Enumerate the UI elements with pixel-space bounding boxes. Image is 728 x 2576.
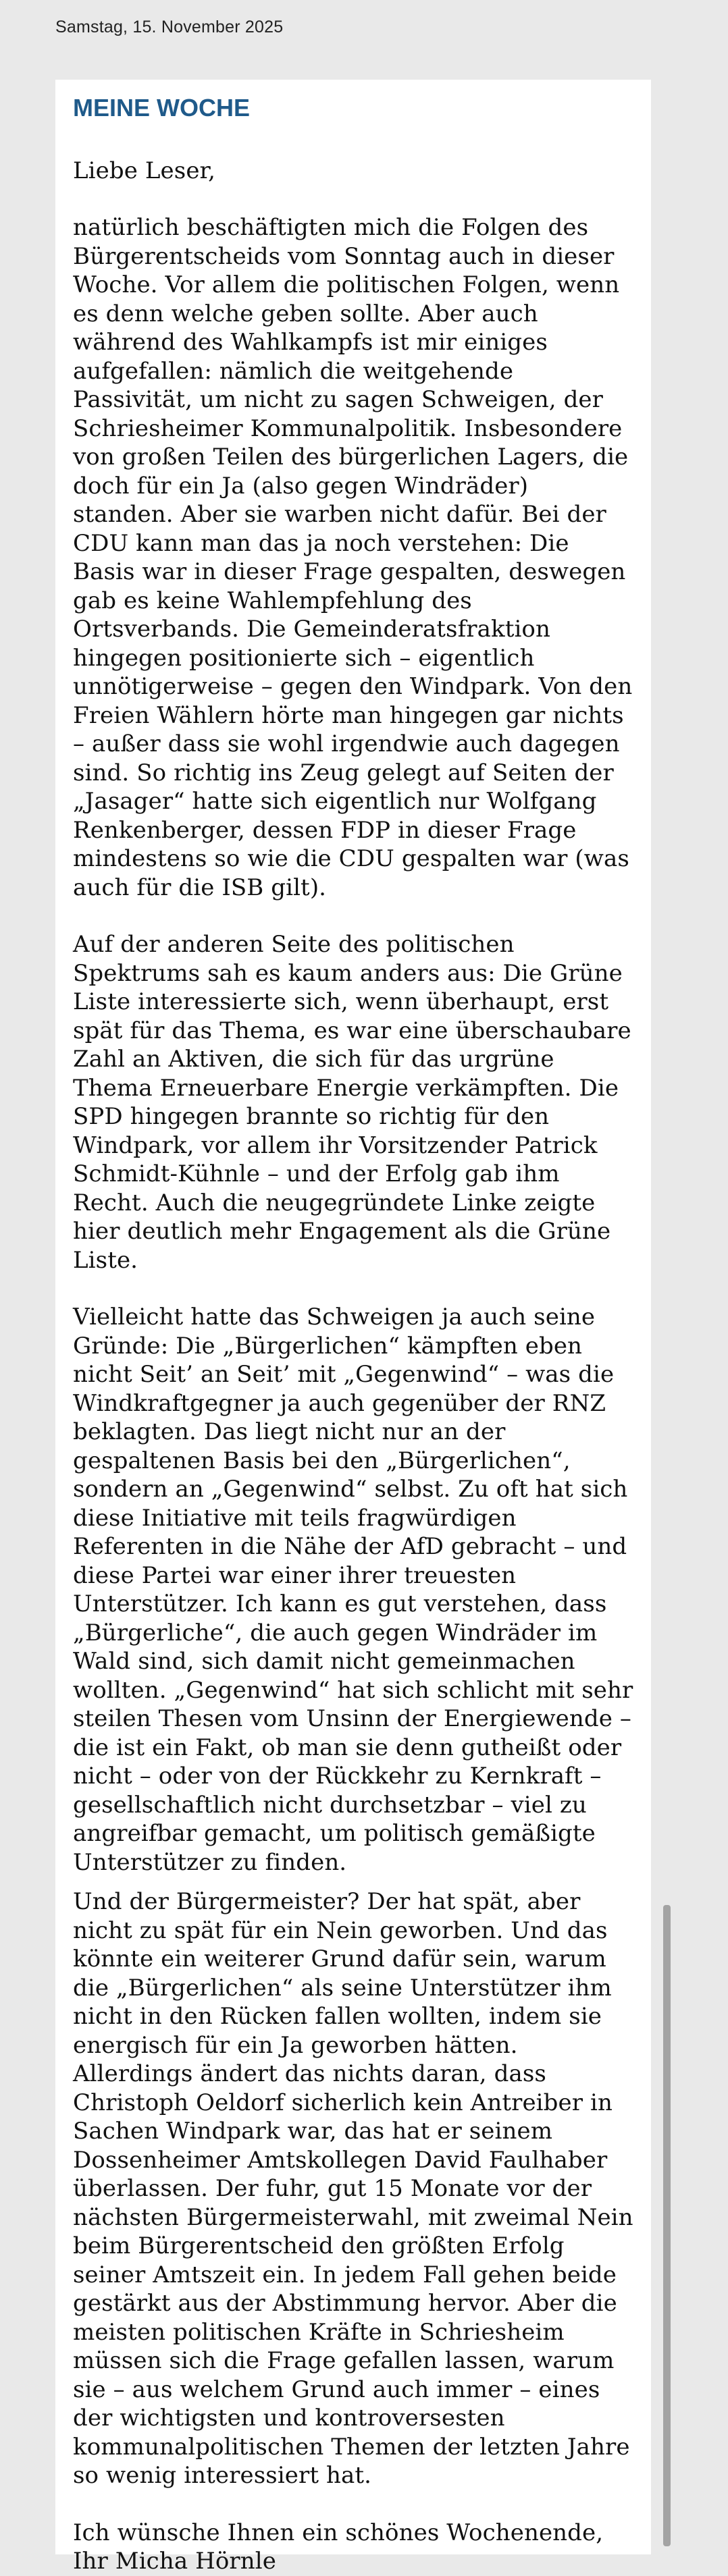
article-body bbox=[73, 157, 633, 2576]
scrollbar-thumb[interactable] bbox=[663, 1905, 671, 2546]
article-paragraph: Vielleicht hatte das Schweigen ja auch seine Gründe: Die „Bürgerlichen“ kämpften eben nicht Seit’ an Seit’ mit „Gegenwind“ – was die Windkraftgegner ja auch gegenüber der RNZ beklagten. Das liegt nicht nur an der gespaltenen Basis bei den „Bürgerlichen“, sondern an „Gegenwind“ selbst. Zu oft hat sich diese Initiative mit teils fragwürdigen Referenten in die Nähe der AfD gebracht – und diese Partei war einer ihrer treuesten Unterstützer. Ich kann es gut verstehen, dass „Bürgerliche“, die auch gegen Windräder im Wald sind, sich damit nicht gemeinmachen wollten. „Gegenwind“ hat sich schlicht mit sehr steilen Thesen vom Unsinn der Energiewende – die ist ein Fakt, ob man sie denn gutheißt oder nicht – oder von der Rückkehr zu Kernkraft – gesellschaftlich nicht durchsetzbar – viel zu angreifbar gemacht, um politisch gemäßigte Unterstützer zu finden. bbox=[73, 1304, 633, 1876]
salutation: Liebe Leser, bbox=[73, 157, 216, 184]
article-card bbox=[55, 80, 651, 2575]
article-paragraph: natürlich beschäftigten mich die Folgen des Bürgerentscheids vom Sonntag auch in dieser Woche. Vor allem die politischen Folgen, wenn es denn welche geben sollte. Aber auch während des Wahlkampfs ist mir einiges aufgefallen: nämlich die weitgehende Passivität, um nicht zu sagen Schweigen, der Schriesheimer Kommunalpolitik. Insbesondere von großen Teilen des bürgerlichen Lagers, die doch für ein Ja (also gegen Windräder) standen. Aber sie warben nicht dafür. Bei der CDU kann man das ja noch verstehen: Die Basis war in dieser Frage gespalten, deswegen gab es keine Wahlempfehlung des Ortsverbands. Die Gemeinderatsfraktion hingegen positionierte sich – eigentlich unnötigerweise – gegen den Windpark. Von den Freien Wählern hörte man hingegen gar nichts – außer dass sie wohl irgendwie auch dagegen sind. So richtig ins Zeug gelegt auf Seiten der „Jasager“ hatte sich eigentlich nur Wolfgang Renkenberger, dessen FDP in dieser Frage mindestens so wie die CDU gespalten war (was auch für die ISB gilt). bbox=[73, 214, 633, 901]
article-paragraph: Auf der anderen Seite des politischen Spektrums sah es kaum anders aus: Die Grüne Liste interessierte sich, wenn überhaupt, erst spät für das Thema, es war eine überschaubare Zahl an Aktiven, die sich für das urgrüne Thema Erneuerbare Energie verkämpften. Die SPD hingegen brannte so richtig für den Windpark, vor allem ihr Vorsitzender Patrick Schmidt-Kühnle – und der Erfolg gab ihm Recht. Auch die neugegründete Linke zeigte hier deutlich mehr Engagement als die Grüne Liste. bbox=[73, 931, 631, 1274]
article-paragraph: Und der Bürgermeister? Der hat spät, aber nicht zu spät für ein Nein geworben. Und das könnte ein weiterer Grund dafür sein, warum die „Bürgerlichen“ als seine Unterstützer ihm nicht in den Rücken fallen wollten, indem sie energisch für ein Ja geworben hätten. Allerdings ändert das nichts daran, dass Christoph Oeldorf sicherlich kein Antreiber in Sachen Windpark war, das hat er seinem Dossenheimer Amtskollegen David Faulhaber überlassen. Der fuhr, gut 15 Monate vor der nächsten Bürgermeisterwahl, mit zweimal Nein beim Bürgerentscheid den größten Erfolg seiner Amtszeit ein. In jedem Fall gehen beide gestärkt aus der Abstimmung hervor. Aber die meisten politischen Kräfte in Schriesheim müssen sich die Frage gefallen lassen, warum sie – aus welchem Grund auch immer – eines der wichtigsten und kontroversesten kommunalpolitischen Themen der letzten Jahre so wenig interessiert hat. bbox=[73, 1888, 633, 2490]
publication-date: Samstag, 15. November 2025 bbox=[55, 18, 284, 36]
column-title: MEINE WOCHE bbox=[73, 94, 251, 122]
closing-signature: Ich wünsche Ihnen ein schönes Wochenende, Ihr Micha Hörnle bbox=[73, 2519, 604, 2575]
